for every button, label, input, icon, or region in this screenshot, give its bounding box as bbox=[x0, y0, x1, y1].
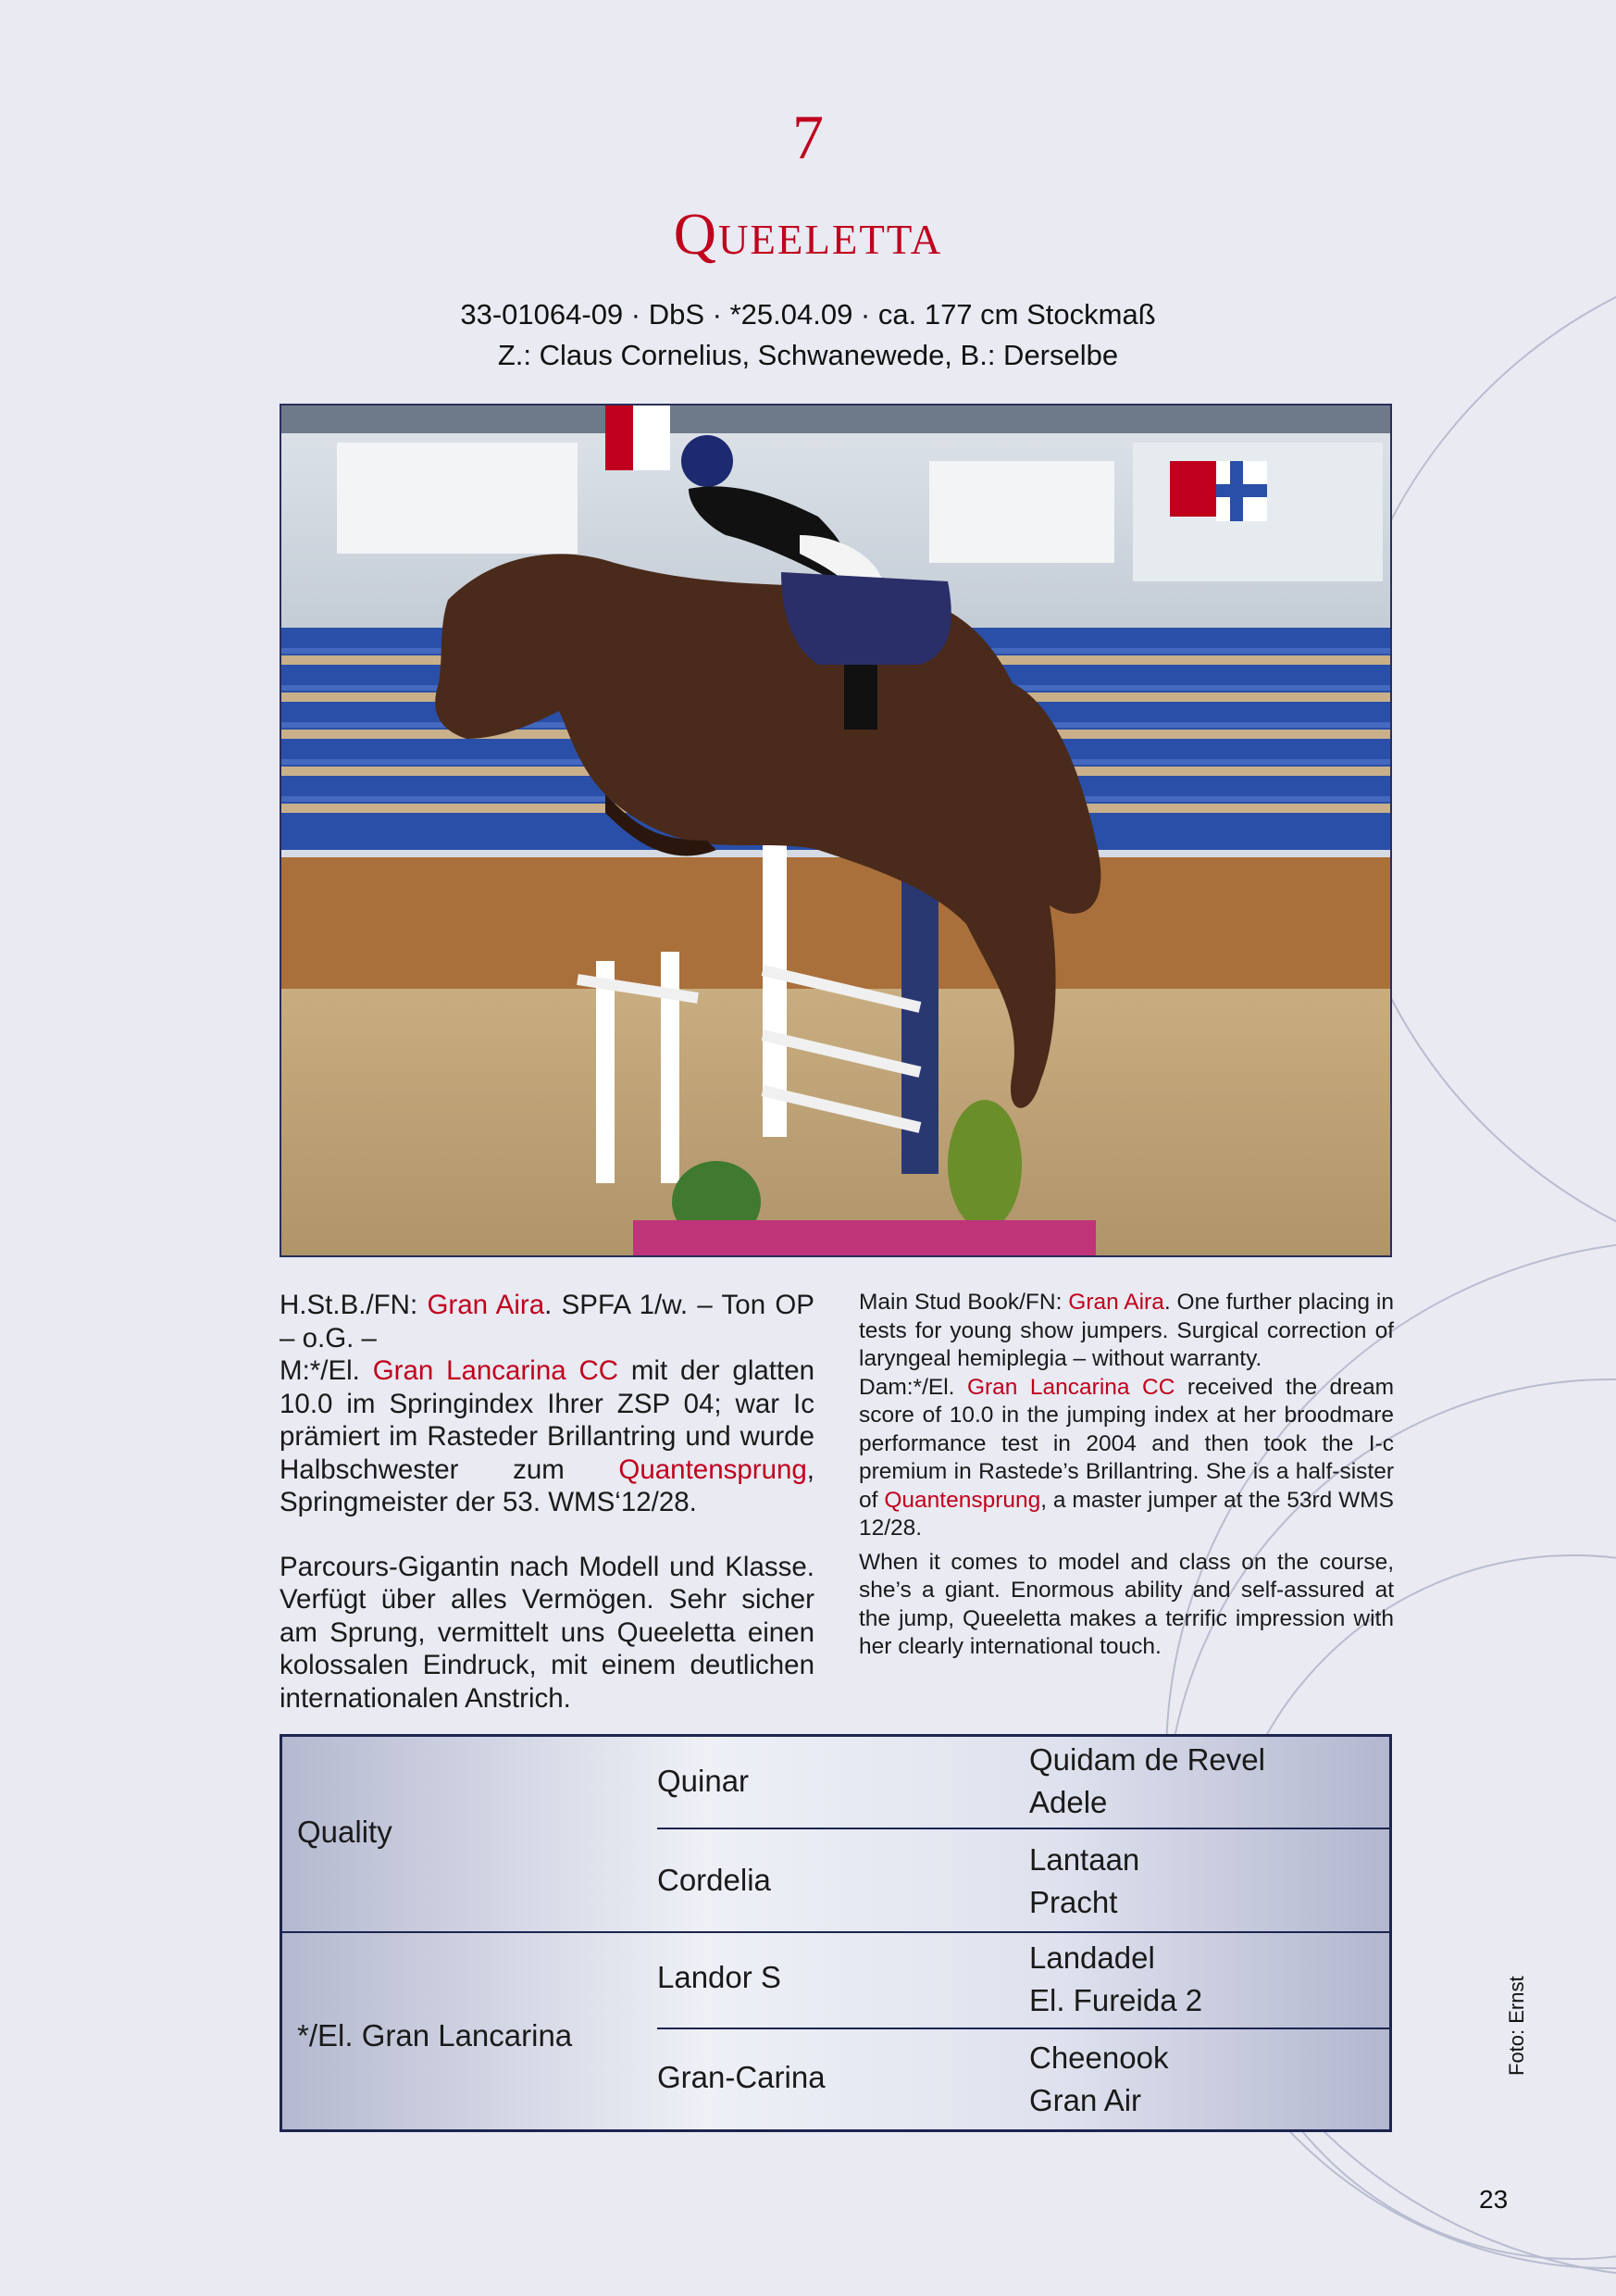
page-number: 23 bbox=[1479, 2185, 1509, 2214]
photo-credit: Foto: Ernst bbox=[1505, 1976, 1528, 2076]
pedigree-g3-4: Pracht bbox=[1029, 1885, 1118, 1919]
breeder-info: Z.: Claus Cornelius, Schwanewede, B.: Derselbe bbox=[497, 339, 1119, 371]
english-paragraph-pedigree: Main Stud Book/FN: Gran Aira. One further placing in tests for young show jumpers. Surgical correction of laryngeal hemiplegia – without warranty. bbox=[859, 1290, 1394, 1371]
pedigree-g3-2: Adele bbox=[1029, 1785, 1108, 1819]
english-paragraph-dam: Dam:*/El. Gran Lancarina CC received the dream score of 10.0 in the jumping index at her broodmare performance test in 2004 and then took the I-c premium in Rastede’s Brillantring. She is a half-sister of Quantensprung, a master jumper at the 53rd WMS 12/28. bbox=[859, 1374, 1395, 1541]
dam-name-en: Gran Lancarina CC bbox=[966, 1374, 1175, 1400]
pedigree-g3-3: Lantaan bbox=[1029, 1842, 1140, 1877]
pedigree-sire: Quality bbox=[297, 1815, 392, 1849]
pedigree-dam: */El. Gran Lancarina bbox=[297, 2018, 573, 2053]
english-description bbox=[859, 1289, 1394, 1662]
pedigree-divider-main bbox=[282, 1931, 1389, 1933]
pedigree-g3-6: El. Fureida 2 bbox=[1029, 1983, 1203, 2017]
english-paragraph-character: When it comes to model and class on the course, she’s a giant. Enormous ability and self-assured at the jump, Queeletta makes a terrific impression with her clearly international touch. bbox=[859, 1549, 1394, 1659]
pedigree-sire-dam: Cordelia bbox=[657, 1863, 771, 1897]
pedigree-divider-upper bbox=[657, 1828, 1389, 1829]
pedigree-dam-sire: Landor S bbox=[657, 1960, 781, 1994]
german-paragraph-dam: M:*/El. Gran Lancarina CC mit der glatten 10.0 im Springindex Ihrer ZSP 04; war Ic prämiert im Rasteder Brillantring und wurde Halbschwester zum Quantensprung, Springmeister der 53. WMS‘12/28. bbox=[280, 1355, 815, 1517]
pedigree-dam-dam: Gran-Carina bbox=[657, 2060, 826, 2094]
sibling-name: Quantensprung bbox=[618, 1454, 807, 1485]
sire-name-en: Gran Aira bbox=[1068, 1290, 1164, 1315]
registration-info: 33-01064-09 · DbS · *25.04.09 · ca. 177 cm Stockmaß bbox=[460, 298, 1156, 331]
pedigree-g3-8: Gran Air bbox=[1029, 2083, 1142, 2117]
pedigree-g3-5: Landadel bbox=[1029, 1940, 1155, 1975]
pedigree-sire-sire: Quinar bbox=[657, 1764, 750, 1798]
german-paragraph-pedigree: H.St.B./FN: Gran Aira. SPFA 1/w. – Ton OP – o.G. – bbox=[280, 1290, 814, 1354]
lot-number: 7 bbox=[792, 102, 824, 172]
pedigree-divider-lower bbox=[657, 2028, 1389, 2029]
horse-name: Queeletta bbox=[673, 201, 943, 267]
pedigree-g3-7: Cheenook bbox=[1029, 2040, 1169, 2075]
sire-name: Gran Aira bbox=[427, 1290, 545, 1320]
pedigree-g3-1: Quidam de Revel bbox=[1029, 1742, 1265, 1777]
sibling-name-en: Quantensprung bbox=[884, 1487, 1041, 1513]
german-paragraph-character: Parcours-Gigantin nach Modell und Klasse. Verfügt über alles Vermögen. Sehr sicher am Sprung, vermittelt uns Queeletta einen kolossalen Eindruck, mit einem deutlichen internationalen Anstrich. bbox=[280, 1551, 814, 1714]
horse-photo bbox=[280, 404, 1392, 1257]
dam-name: Gran Lancarina CC bbox=[372, 1355, 619, 1386]
german-description bbox=[280, 1289, 814, 1715]
pedigree-table bbox=[280, 1734, 1392, 2132]
